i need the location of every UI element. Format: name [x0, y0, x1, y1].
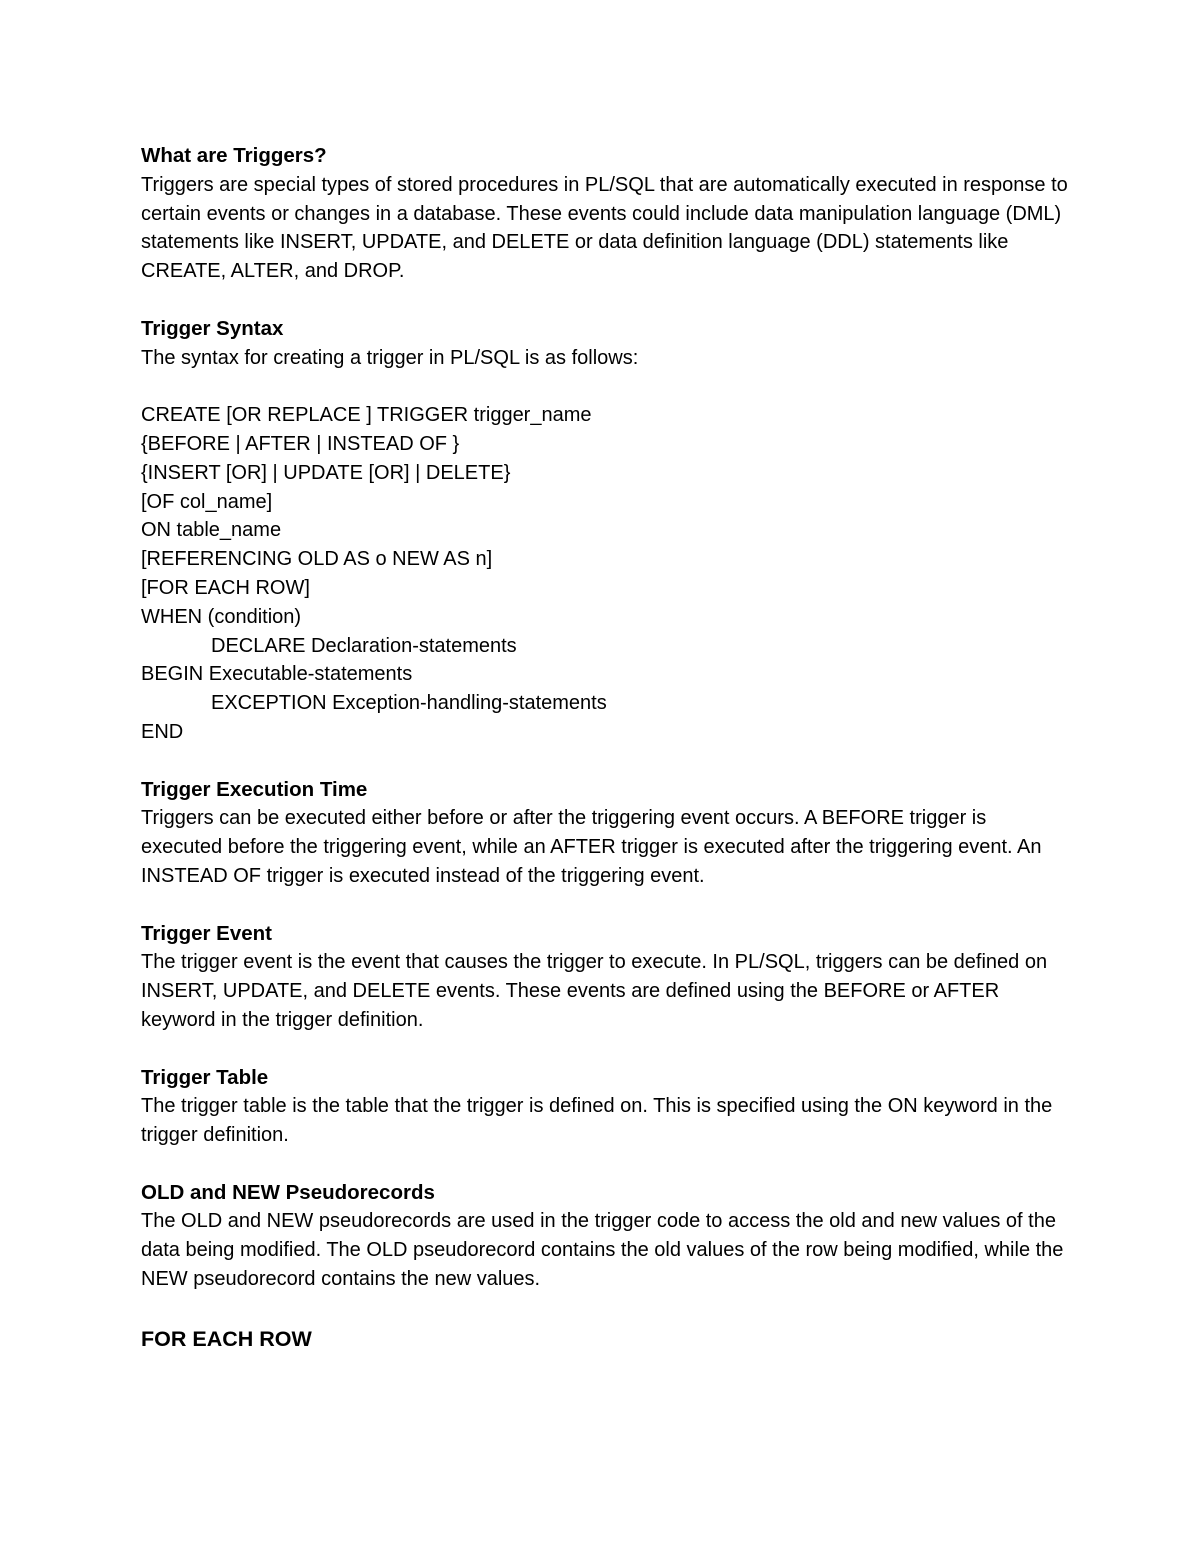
- syntax-block: [141, 401, 1071, 747]
- section-heading: What are Triggers?: [141, 144, 327, 167]
- section-body: The OLD and NEW pseudorecords are used in the trigger code to access the old and new values of the data being modified. The OLD pseudorecord contains the old values of the row being modified, while the NEW pseudorecord contains the new values.: [141, 1210, 1064, 1291]
- syntax-line: BEGIN Executable-statements: [141, 663, 413, 686]
- section-trigger-table: [141, 1064, 1071, 1150]
- syntax-line: CREATE [OR REPLACE ] TRIGGER trigger_name: [141, 404, 592, 427]
- syntax-line: [REFERENCING OLD AS o NEW AS n]: [141, 548, 493, 571]
- section-old-new-pseudorecords: [141, 1179, 1071, 1294]
- section-trigger-syntax: [141, 315, 1071, 373]
- syntax-line: ON table_name: [141, 519, 282, 542]
- section-heading: Trigger Event: [141, 921, 273, 945]
- section-body: The trigger table is the table that the trigger is defined on. This is specified using the ON keyword in the trigger definition.: [141, 1095, 1053, 1147]
- section-body: Triggers can be executed either before or after the triggering event occurs. A BEFORE trigger is executed before the triggering event, while an AFTER trigger is executed after the triggering event. An INSTEAD OF trigger is executed instead of the triggering event.: [141, 807, 1042, 887]
- syntax-line: END: [141, 720, 184, 743]
- syntax-line: {BEFORE | AFTER | INSTEAD OF }: [141, 432, 460, 455]
- document-page: [141, 142, 1071, 1354]
- section-what-are-triggers: [141, 142, 1071, 286]
- section-body: The trigger event is the event that causes the trigger to execute. In PL/SQL, triggers can be defined on INSERT, UPDATE, and DELETE events. These events are defined using the BEFORE or AFTER keyword in the trigger definition.: [141, 951, 1048, 1031]
- section-heading: Trigger Syntax: [141, 316, 284, 340]
- section-body: The syntax for creating a trigger in PL/SQL is as follows:: [141, 346, 639, 369]
- syntax-line: [FOR EACH ROW]: [141, 576, 310, 599]
- syntax-line: DECLARE Declaration-statements: [211, 634, 517, 657]
- section-heading: OLD and NEW Pseudorecords: [141, 1180, 435, 1204]
- section-heading: Trigger Table: [141, 1065, 269, 1089]
- syntax-line: [OF col_name]: [141, 490, 273, 513]
- syntax-line: WHEN (condition): [141, 605, 302, 628]
- section-for-each-row: [141, 1324, 1071, 1354]
- section-body: Triggers are special types of stored procedures in PL/SQL that are automatically executed in response to certain events or changes in a database. These events could include data manipulation language (DML) statements like INSERT, UPDATE, and DELETE or data definition language (DDL) statements like CREATE, ALTER, and DROP.: [141, 173, 1068, 283]
- section-heading: FOR EACH ROW: [141, 1326, 312, 1351]
- syntax-line: EXCEPTION Exception-handling-statements: [211, 692, 607, 715]
- section-trigger-execution-time: [141, 776, 1071, 891]
- section-trigger-event: [141, 920, 1071, 1035]
- syntax-line: {INSERT [OR] | UPDATE [OR] | DELETE}: [141, 461, 511, 484]
- section-heading: Trigger Execution Time: [141, 777, 368, 801]
